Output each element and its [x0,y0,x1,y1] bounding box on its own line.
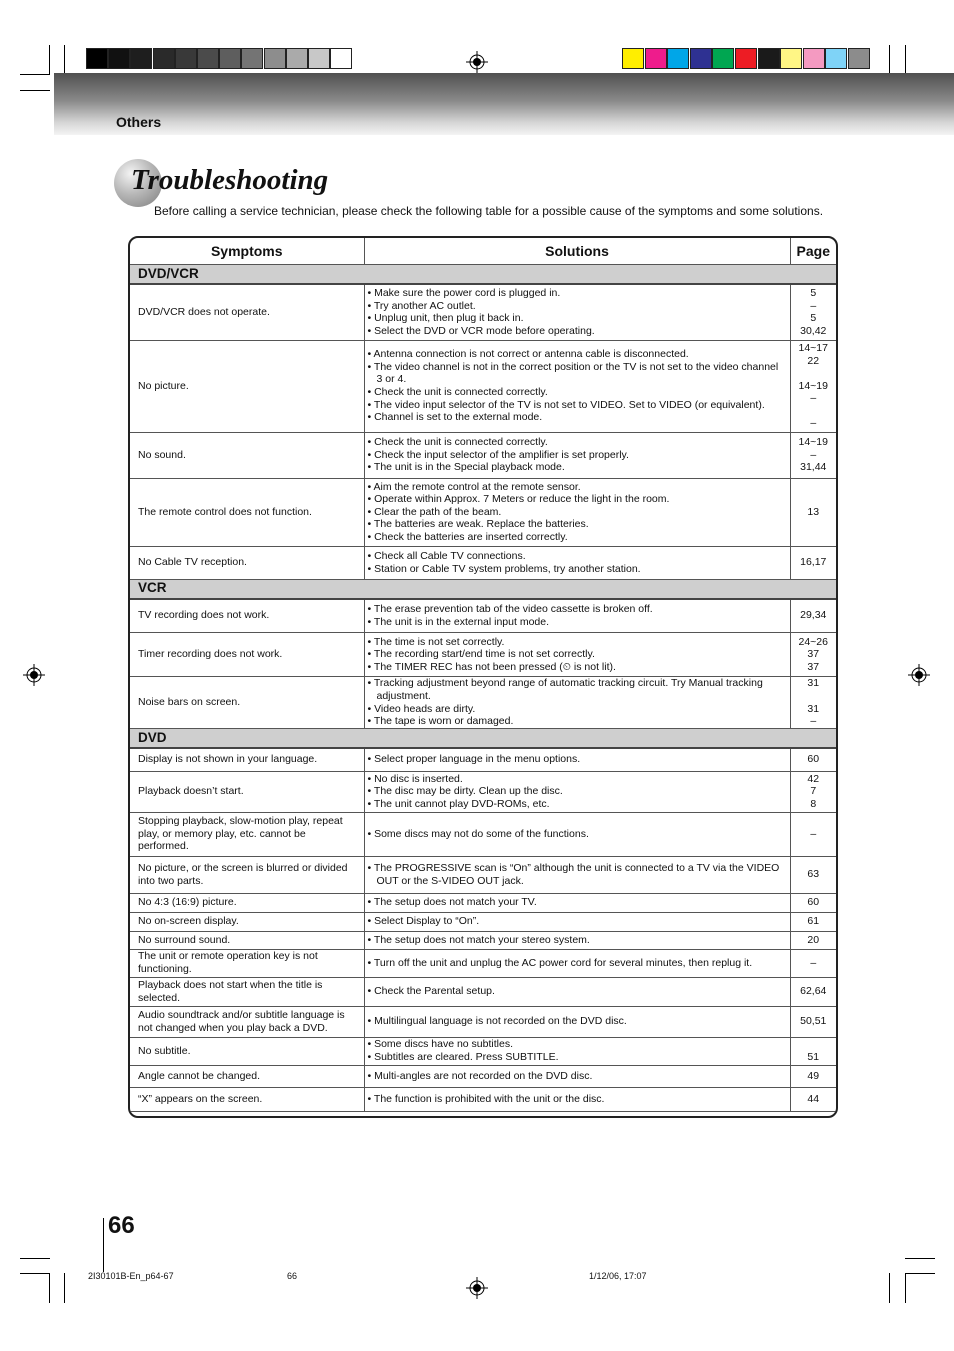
registration-mark-icon [466,51,488,73]
page-ref-cell [790,478,836,546]
page-ref: – [810,956,817,969]
symptom-cell: No subtitle. [130,1037,364,1065]
solutions-cell [364,771,790,812]
table-row [130,1065,836,1087]
footer-file: 2I30101B-En_p64-67 [88,1271,174,1281]
solution-item: • The setup does not match your stereo system. [367,933,590,946]
page-ref: 50,51 [800,1015,827,1028]
page-ref-cell [790,812,836,856]
category-label: DVD/VCR [130,265,836,285]
page-ref: 8 [810,797,817,810]
gray-swatch [175,48,197,69]
solution-item: • Video heads are dirty. [367,702,476,715]
gray-swatch [264,48,286,69]
solutions-cell [364,340,790,432]
crop-mark [64,1273,65,1303]
crop-mark [49,1273,50,1303]
page-ref: 44 [807,1092,820,1105]
page-ref: – [810,827,817,840]
crop-mark [20,74,50,75]
registration-mark-icon [908,664,930,686]
category-row [130,265,836,285]
solution-item: • Some discs may not do some of the functions. [367,827,589,840]
solution-item: • Some discs have no subtitles. [367,1038,513,1051]
color-swatch [803,48,825,69]
solution-item: • Tracking adjustment beyond range of automatic tracking circuit. Try Manual tracking adjustment. [367,677,763,702]
page-ref [793,405,835,418]
solution-item: • Channel is set to the external mode. [367,411,543,424]
solution-item: • Subtitles are cleared. Press SUBTITLE. [367,1051,559,1063]
page-ref: – [810,715,817,728]
page-ref: 37 [807,660,820,673]
page-ref: – [810,392,817,405]
page-ref: 49 [807,1069,820,1082]
solutions-cell [364,856,790,893]
solutions-cell [364,599,790,633]
crop-mark [20,1273,50,1274]
page-ref-cell [790,1037,836,1065]
gray-swatch [153,48,175,69]
page-ref-cell [790,912,836,931]
symptom-cell: No picture, or the screen is blurred or divided into two parts. [130,856,364,893]
page-ref: 60 [807,896,820,909]
page-ref-cell [790,1065,836,1087]
page-ref: 31,44 [800,461,827,474]
table-row [130,949,836,977]
symptom-cell: No sound. [130,432,364,478]
page-ref-cell [790,633,836,677]
page-ref: 5 [810,312,817,325]
gray-swatch [330,48,352,69]
solutions-cell [364,284,790,340]
table-row [130,284,836,340]
page-ref: 22 [807,354,820,367]
page-ref-cell [790,340,836,432]
solution-item: • The time is not set correctly. [367,635,505,648]
solution-item: • Turn off the unit and unplug the AC power cord for several minutes, then replug it. [367,956,753,969]
solution-item: • Multi-angles are not recorded on the DVD disc. [367,1069,593,1082]
solutions-cell [364,1087,790,1111]
solutions-cell [364,893,790,912]
crop-mark [905,1258,935,1259]
crop-mark [905,1273,906,1303]
page-ref-cell [790,677,836,729]
category-row [130,579,836,599]
gray-swatch [286,48,308,69]
table-row [130,1037,836,1065]
crop-mark [889,45,890,75]
table-row [130,771,836,812]
table-row [130,677,836,729]
page-ref: 14~19 [798,436,828,449]
solution-item: • Select Display to “On”. [367,915,480,928]
table-row [130,856,836,893]
page-ref-cell [790,949,836,977]
symptom-cell: Noise bars on screen. [130,677,364,729]
page-ref-cell [790,1006,836,1037]
section-label: Others [116,114,162,130]
table-row [130,1006,836,1037]
color-swatch [848,48,870,69]
page-ref: 7 [810,785,817,798]
symptom-cell: Display is not shown in your language. [130,748,364,771]
crop-mark [64,45,65,75]
page-ref: – [810,417,817,430]
page-ref: 5 [810,287,817,300]
solutions-cell [364,748,790,771]
page-ref-cell [790,1087,836,1111]
solutions-cell [364,677,790,729]
page-ref-cell [790,771,836,812]
page-ref-cell [790,284,836,340]
symptom-cell: No picture. [130,340,364,432]
solutions-cell [364,432,790,478]
gray-swatch [86,48,108,69]
solutions-cell [364,912,790,931]
symptom-cell: Timer recording does not work. [130,633,364,677]
page-ref: 29,34 [800,609,827,622]
page-ref-cell [790,432,836,478]
page-ref: 51 [807,1051,820,1063]
symptom-cell: DVD/VCR does not operate. [130,284,364,340]
table-row [130,748,836,771]
crop-mark [905,1273,935,1274]
solution-item: • Check all Cable TV connections. [367,549,526,562]
solution-item: • Select proper language in the menu options. [367,753,581,766]
solutions-cell [364,1065,790,1087]
gray-swatch [108,48,130,69]
solution-item: • Operate within Approx. 7 Meters or reduce the light in the room. [367,493,670,506]
color-swatch [645,48,667,69]
solutions-cell [364,633,790,677]
solution-item: • The setup does not match your TV. [367,896,537,909]
header-page: Page [790,238,836,265]
solution-item: • The recording start/end time is not set correctly. [367,648,595,661]
solution-item: • Aim the remote control at the remote sensor. [367,480,581,493]
symptom-cell: No 4:3 (16:9) picture. [130,893,364,912]
solutions-cell [364,546,790,579]
solution-item: • The unit is in the Special playback mode. [367,461,565,474]
page-ref: 30,42 [800,324,827,337]
solution-item: • Clear the path of the beam. [367,505,502,518]
gray-swatch [219,48,241,69]
page-ref: 42 [807,772,820,785]
color-swatch [780,48,802,69]
color-swatch [690,48,712,69]
solutions-cell [364,1037,790,1065]
solution-item: • The video input selector of the TV is not set to VIDEO. Set to VIDEO (or equivalent). [367,398,765,411]
solution-item: • The unit cannot play DVD-ROMs, etc. [367,797,550,810]
solution-item: • Unplug unit, then plug it back in. [367,312,524,325]
solution-item: • The tape is worn or damaged. [367,715,514,728]
footer-datetime: 1/12/06, 17:07 [589,1271,647,1281]
page-ref: 24~26 [798,635,828,648]
solution-item: • Check the Parental setup. [367,985,495,998]
page-ref: 31 [807,702,820,715]
crop-mark [20,90,50,91]
page-ref: 37 [807,648,820,661]
table-row [130,1087,836,1111]
page-ref-cell [790,748,836,771]
crop-mark [905,45,906,75]
registration-mark-icon [23,664,45,686]
solution-item: • The erase prevention tab of the video cassette is broken off. [367,603,653,616]
footer-page: 66 [287,1271,298,1281]
category-label: VCR [130,579,836,599]
symptom-cell: The remote control does not function. [130,478,364,546]
symptom-cell: Audio soundtrack and/or subtitle language is not changed when you play back a DVD. [130,1006,364,1037]
table-row [130,931,836,949]
table-row [130,432,836,478]
solution-item: • The PROGRESSIVE scan is “On” although the unit is connected to a TV via the VIDEO OUT or the S-VIDEO OUT jack. [367,861,780,887]
page-ref-cell [790,856,836,893]
page-ref-cell [790,599,836,633]
solutions-cell [364,931,790,949]
table-row [130,546,836,579]
symptom-cell: No surround sound. [130,931,364,949]
table-row [130,599,836,633]
symptom-cell: Playback doesn’t start. [130,771,364,812]
troubleshooting-table [128,236,838,1118]
page-ref-cell [790,977,836,1006]
crop-mark [49,45,50,75]
symptom-cell: The unit or remote operation key is not functioning. [130,949,364,977]
solutions-cell [364,1006,790,1037]
solutions-cell [364,478,790,546]
solution-item: • Try another AC outlet. [367,299,476,312]
page-ref: 62,64 [800,985,827,998]
category-row [130,729,836,749]
solution-item: • The disc may be dirty. Clean up the disc. [367,785,563,798]
page-ref: – [810,448,817,461]
solution-item: • The video channel is not in the correct position or the TV is not set to the video channel 3 or 4. [367,360,779,386]
symptom-cell: Playback does not start when the title is selected. [130,977,364,1006]
gray-swatch [241,48,263,69]
table-row [130,893,836,912]
crop-mark [20,1258,50,1259]
solutions-cell [364,949,790,977]
page-ref [793,367,835,380]
color-swatch [712,48,734,69]
solution-item: • Check the input selector of the amplifier is set properly. [367,448,629,461]
intro-text: Before calling a service technician, please check the following table for a possible cause of the symptoms and some solutions. [154,204,824,218]
page-ref: 20 [807,933,820,946]
page-ref: 16,17 [800,556,827,569]
gray-swatch [308,48,330,69]
page-ref [793,1038,835,1051]
symptom-cell: TV recording does not work. [130,599,364,633]
solution-item: • Check the unit is connected correctly. [367,386,548,398]
page-ref: 14~17 [798,341,828,354]
page-ref-cell [790,893,836,912]
page-title: Troubleshooting [131,164,329,196]
header-symptoms: Symptoms [130,238,364,265]
symptom-cell: No Cable TV reception. [130,546,364,579]
table-row [130,478,836,546]
page-ref: 61 [807,915,820,928]
registration-mark-icon [466,1277,488,1299]
page-ref: 14~19 [798,379,828,392]
crop-mark [889,1273,890,1303]
solution-item: • Multilingual language is not recorded on the DVD disc. [367,1015,627,1028]
table-row [130,912,836,931]
solutions-cell [364,977,790,1006]
header-band [54,73,954,135]
table-row [130,812,836,856]
solution-item: • The unit is in the external input mode. [367,615,550,628]
color-swatch [622,48,644,69]
symptom-cell: Angle cannot be changed. [130,1065,364,1087]
page-ref: 13 [807,505,820,518]
solution-item: • The function is prohibited with the unit or the disc. [367,1092,605,1105]
category-label: DVD [130,729,836,749]
solution-item: • No disc is inserted. [367,772,463,785]
solution-item: • Station or Cable TV system problems, try another station. [367,562,641,575]
page-ref: 60 [807,753,820,766]
page-number-rule [103,1218,104,1272]
gray-swatch [130,48,152,69]
solution-item: • Make sure the power cord is plugged in. [367,287,561,300]
page-ref [793,690,835,703]
table-row [130,340,836,432]
page-ref: 31 [807,677,820,690]
color-swatch [667,48,689,69]
symptom-cell: “X” appears on the screen. [130,1087,364,1111]
header-solutions: Solutions [364,238,790,265]
solution-item: • Check the batteries are inserted correctly. [367,530,568,543]
gray-swatch [197,48,219,69]
page-number: 66 [108,1212,135,1239]
solution-item: • Check the unit is connected correctly. [367,436,548,449]
page-ref: – [810,299,817,312]
solution-item: • Antenna connection is not correct or antenna cable is disconnected. [367,348,689,361]
symptom-cell: No on-screen display. [130,912,364,931]
page-ref-cell [790,931,836,949]
table-row [130,977,836,1006]
color-swatch [825,48,847,69]
solution-item: • The batteries are weak. Replace the batteries. [367,518,589,531]
solution-item: • Select the DVD or VCR mode before operating. [367,324,595,337]
solution-item: • The TIMER REC has not been pressed (⏲ is not lit). [367,660,616,673]
page-ref: 63 [807,868,820,881]
symptom-cell: Stopping playback, slow-motion play, repeat play, or memory play, etc. cannot be performed. [130,812,364,856]
color-swatch [758,48,780,69]
page-ref-cell [790,546,836,579]
table-row [130,633,836,677]
color-swatch [735,48,757,69]
solutions-cell [364,812,790,856]
